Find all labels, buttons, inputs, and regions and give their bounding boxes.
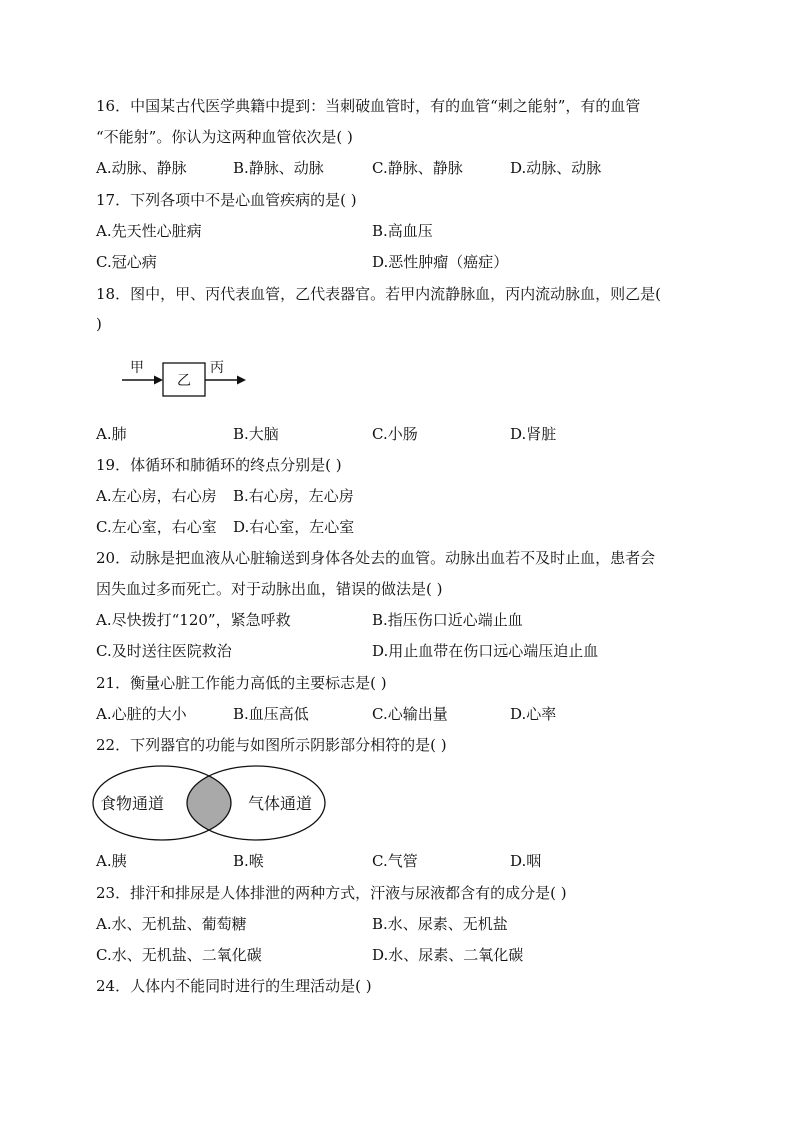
q21-option-a: A.心脏的大小 — [96, 705, 187, 723]
q22-option-a: A.胰 — [96, 852, 127, 870]
q22-option-d: D.咽 — [510, 852, 542, 870]
q16-stem-line1: 16．中国某古代医学典籍中提到：当刺破血管时，有的血管“刺之能射”，有的血管 — [96, 97, 641, 115]
q16-option-a: A.动脉、静脉 — [96, 159, 187, 177]
vessel-organ-diagram — [118, 356, 250, 400]
q17-option-b: B.高血压 — [372, 222, 433, 240]
q20-option-c: C.及时送往医院救治 — [96, 642, 232, 660]
q22-option-c: C.气管 — [372, 852, 418, 870]
label-yi: 乙 — [177, 373, 191, 389]
air-passage-label: 气体通道 — [248, 794, 313, 813]
q16-option-d: D.动脉、动脉 — [510, 159, 602, 177]
q18-stem-line1: 18．图中，甲、丙代表血管，乙代表器官。若甲内流静脉血，丙内流动脉血，则乙是( — [96, 285, 661, 303]
q18-option-c: C.小肠 — [372, 425, 418, 443]
q20-option-b: B.指压伤口近心端止血 — [372, 611, 523, 629]
q18-option-b: B.大脑 — [233, 425, 279, 443]
q23-option-a: A.水、无机盐、葡萄糖 — [96, 915, 247, 933]
q19-option-d: D.右心室，左心室 — [233, 518, 355, 536]
q22-stem: 22．下列器官的功能与如图所示阴影部分相符的是( ) — [96, 736, 447, 754]
arrowhead-in — [154, 376, 163, 385]
q18-option-a: A.肺 — [96, 425, 127, 443]
q23-stem: 23．排汗和排尿是人体排泄的两种方式，汗液与尿液都含有的成分是( ) — [96, 884, 567, 902]
q19-stem: 19．体循环和肺循环的终点分别是( ) — [96, 456, 342, 474]
q17-option-d: D.恶性肿瘤（癌症） — [372, 253, 509, 271]
q17-stem: 17．下列各项中不是心血管疾病的是( ) — [96, 191, 357, 209]
q22-option-b: B.喉 — [233, 852, 264, 870]
q20-option-d: D.用止血带在伤口远心端压迫止血 — [372, 642, 599, 660]
q16-option-b: B.静脉、动脉 — [233, 159, 324, 177]
q16-stem-line2: “不能射”。你认为这两种血管依次是( ) — [96, 128, 353, 146]
q20-option-a: A.尽快拨打“120”，紧急呼救 — [96, 611, 291, 629]
arrowhead-out — [237, 376, 246, 385]
q24-stem: 24．人体内不能同时进行的生理活动是( ) — [96, 977, 372, 995]
q18-option-d: D.肾脏 — [510, 425, 557, 443]
label-jia: 甲 — [130, 360, 144, 376]
q21-stem: 21．衡量心脏工作能力高低的主要标志是( ) — [96, 674, 387, 692]
q20-stem-line2: 因失血过多而死亡。对于动脉出血，错误的做法是( ) — [96, 580, 443, 598]
q23-option-c: C.水、无机盐、二氧化碳 — [96, 946, 262, 964]
food-passage-label: 食物通道 — [100, 794, 165, 813]
q17-option-c: C.冠心病 — [96, 253, 157, 271]
label-bing: 丙 — [210, 360, 224, 376]
q16-option-c: C.静脉、静脉 — [372, 159, 463, 177]
venn-diagram — [92, 764, 328, 844]
q18-stem-line2: ) — [96, 315, 102, 333]
q21-option-d: D.心率 — [510, 705, 557, 723]
q20-stem-line1: 20．动脉是把血液从心脏输送到身体各处去的血管。动脉出血若不及时止血，患者会 — [96, 549, 656, 567]
q21-option-c: C.心输出量 — [372, 705, 448, 723]
q19-option-c: C.左心室，右心室 — [96, 518, 217, 536]
q21-option-b: B.血压高低 — [233, 705, 309, 723]
q19-option-a: A.左心房，右心房 — [96, 487, 217, 505]
q23-option-d: D.水、尿素、二氧化碳 — [372, 946, 524, 964]
q19-option-b: B.右心房，左心房 — [233, 487, 354, 505]
q23-option-b: B.水、尿素、无机盐 — [372, 915, 508, 933]
q17-option-a: A.先天性心脏病 — [96, 222, 202, 240]
